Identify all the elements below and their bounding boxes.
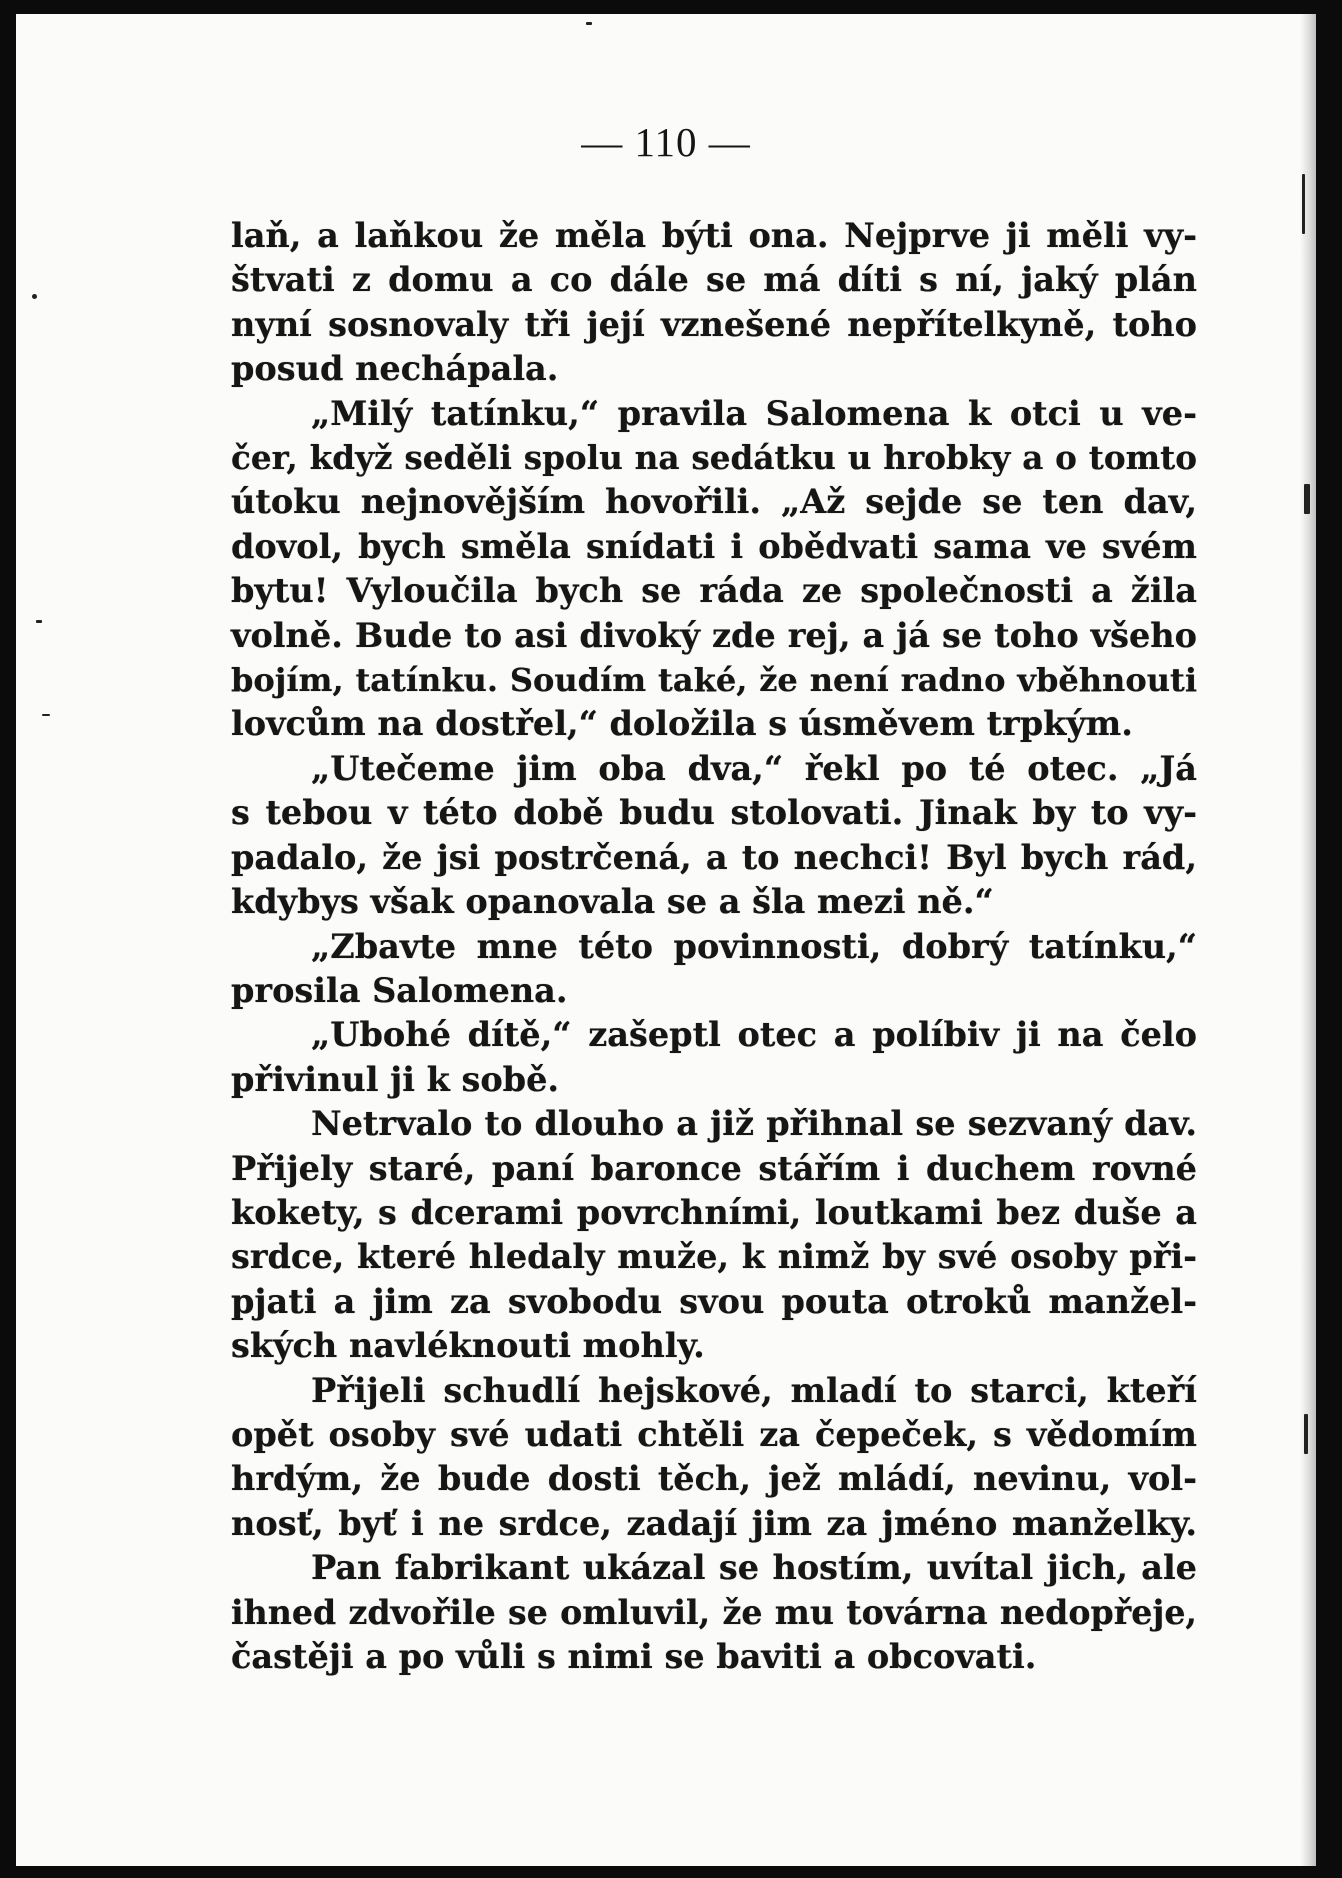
- page-number: — 110 —: [581, 119, 751, 165]
- text-line: čer, když seděli spolu na sedátku u hrobky a o tomto: [231, 438, 1197, 478]
- text-line: prosila Salomena.: [231, 970, 568, 1010]
- text-line: ihned zdvořile se omluvil, že mu továrna nedopřeje,: [231, 1592, 1197, 1632]
- text-line: opět osoby své udati chtěli za čepeček, s vědomím: [231, 1414, 1197, 1454]
- text-line: „Milý tatínku,“ pravila Salomena k otci u ve-: [311, 393, 1197, 433]
- text-line: laň, a laňkou že měla býti ona. Nejprve ji měli vy-: [231, 216, 1197, 255]
- text-line: srdce, které hledaly muže, k nimž by své osoby při-: [231, 1237, 1197, 1277]
- ink-speck: [1302, 174, 1305, 234]
- text-line: volně. Bude to asi divoký zde rej, a já se toho všeho: [231, 615, 1197, 655]
- text-line: bytu! Vyloučila bych se ráda ze společnosti a žila: [231, 571, 1197, 611]
- text-line: posud nechápala.: [231, 349, 559, 389]
- text-line: s tebou v této době budu stolovati. Jinak by to vy-: [231, 793, 1197, 833]
- text-line: ských navléknouti mohly.: [231, 1326, 705, 1366]
- ink-speck: [36, 620, 42, 623]
- text-line: padalo, že jsi postrčená, a to nechci! Byl bych rád,: [231, 837, 1197, 877]
- ink-speck: [42, 714, 50, 716]
- body-text: [231, 214, 1197, 1679]
- text-line: „Zbavte mne této povinnosti, dobrý tatínku,“: [311, 926, 1197, 966]
- text-line: kokety, s dcerami povrchními, loutkami bez duše a: [231, 1192, 1197, 1232]
- text-line: nosť, byť i ne srdce, zadají jim za jméno manželky.: [231, 1503, 1197, 1543]
- text-line: Přijeli schudlí hejskové, mladí to starci, kteří: [311, 1370, 1197, 1410]
- ink-speck: [32, 294, 37, 299]
- text-line: přivinul ji k sobě.: [231, 1059, 560, 1099]
- text-line: útoku nejnovějším hovořili. „Až sejde se ten dav,: [231, 482, 1197, 522]
- text-line: lovcům na dostřel,“ doložila s úsměvem trpkým.: [231, 704, 1133, 744]
- text-line: Netrvalo to dlouho a již přihnal se sezvaný dav.: [311, 1104, 1197, 1144]
- text-line: štvati z domu a co dále se má díti s ní, jaký plán: [231, 260, 1197, 300]
- text-line: Pan fabrikant ukázal se hostím, uvítal jich, ale: [311, 1548, 1197, 1588]
- text-line: dovol, bych směla snídati i obědvati sama ve svém: [231, 526, 1197, 566]
- page-edge-shadow: [1300, 14, 1316, 1866]
- book-page: [16, 14, 1316, 1866]
- text-line: bojím, tatínku. Soudím také, že není radno vběhnouti: [231, 661, 1197, 700]
- ink-speck: [1304, 1414, 1308, 1454]
- text-line: častěji a po vůli s nimi se baviti a obcovati.: [231, 1637, 1037, 1676]
- text-line: „Utečeme jim oba dva,“ řekl po té otec. „Já: [311, 748, 1197, 788]
- text-line: kdybys však opanovala se a šla mezi ně.“: [231, 882, 994, 922]
- text-line: pjati a jim za svobodu svou pouta otroků manžel-: [231, 1281, 1197, 1321]
- text-line: Přijely staré, paní baronce stářím i duchem rovné: [231, 1148, 1197, 1188]
- ink-speck: [1304, 484, 1310, 514]
- text-line: nyní sosnovaly tři její vznešené nepřítelkyně, toho: [231, 304, 1197, 344]
- text-line: hrdým, že bude dosti těch, jež mládí, nevinu, vol-: [231, 1459, 1197, 1499]
- ink-speck: [586, 22, 592, 25]
- text-line: „Ubohé dítě,“ zašeptl otec a políbiv ji na čelo: [311, 1015, 1197, 1055]
